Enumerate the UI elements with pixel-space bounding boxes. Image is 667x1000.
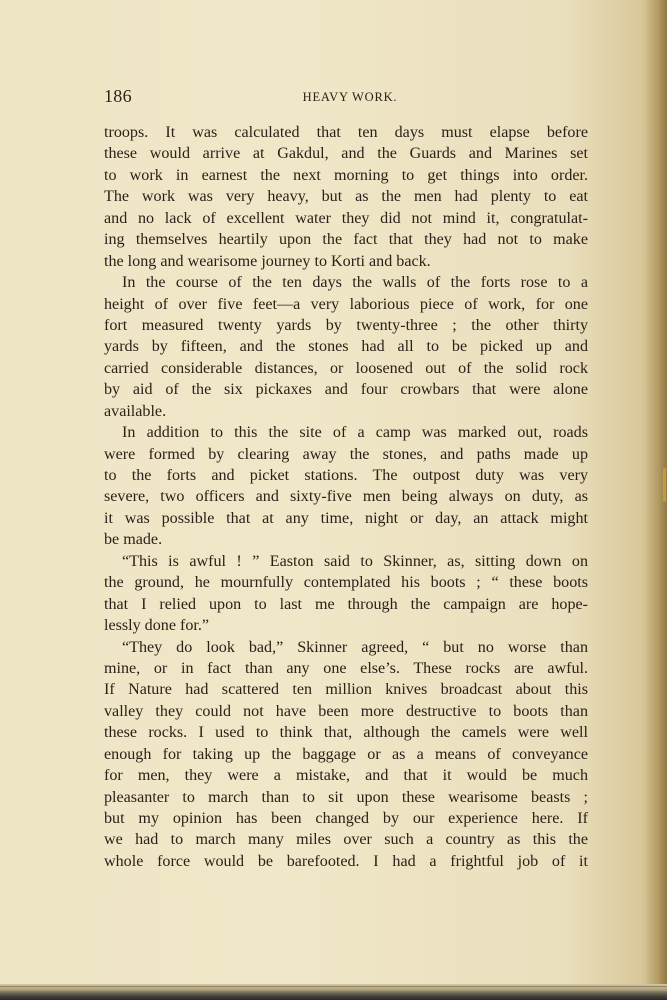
text-line: it was possible that at any time, night or day, an attack might [104, 509, 588, 527]
text-line: these rocks. I used to think that, although the camels were well [104, 724, 588, 742]
text-line: pleasanter to march than to sit upon these wearisome beasts ; [104, 788, 588, 806]
page-edge-mark [663, 468, 666, 502]
text-line: for men, they were a mistake, and that it would be much [104, 767, 588, 785]
text-line: that I relied upon to last me through the campaign are hope- [104, 595, 588, 613]
text-line: “This is awful ! ” Easton said to Skinner, as, sitting down on [122, 552, 588, 570]
text-line: “They do look bad,” Skinner agreed, “ but no worse than [122, 638, 588, 656]
text-line: whole force would be barefooted. I had a frightful job of it [104, 852, 588, 870]
text-line: mine, or in fact than any one else’s. These rocks are awful. [104, 659, 588, 677]
text-line: fort measured twenty yards by twenty-three ; the other thirty [104, 316, 588, 334]
text-line: troops. It was calculated that ten days must elapse before [104, 124, 588, 141]
text-line: by aid of the six pickaxes and four crowbars that were alone [104, 381, 588, 399]
text-line: these would arrive at Gakdul, and the Guards and Marines set [104, 145, 588, 163]
text-line: available. [104, 402, 167, 420]
text-line: be made. [104, 531, 163, 549]
text-line: were formed by clearing away the stones, and paths made up [104, 445, 588, 463]
page-number: 186 [104, 86, 132, 106]
text-line: to work in earnest the next morning to get things into order. [104, 166, 588, 184]
running-title: HEAVY WORK. [302, 90, 398, 104]
text-line: The work was very heavy, but as the men had plenty to eat [104, 188, 588, 206]
text-line: In addition to this the site of a camp was marked out, roads [122, 424, 588, 442]
text-line: to the forts and picket stations. The outpost duty was very [104, 467, 588, 484]
text-line: valley they could not have been more destructive to boots than [104, 702, 588, 720]
text-line: lessly done for.” [104, 617, 210, 635]
text-line: severe, two officers and sixty-five men being always on duty, as [104, 488, 588, 506]
text-line: enough for taking up the baggage or as a means of conveyance [104, 745, 588, 763]
text-line: we had to march many miles over such a country as this the [104, 831, 588, 849]
text-line: In the course of the ten days the walls of the forts rose to a [122, 274, 588, 292]
text-line: the ground, he mournfully contemplated his boots ; “ these boots [104, 574, 588, 592]
running-header [104, 86, 588, 110]
text-line: If Nature had scattered ten million knives broadcast about this [104, 681, 588, 699]
text-line: and no lack of excellent water they did not mind it, congratulat- [104, 209, 588, 227]
body-text [104, 122, 588, 872]
text-line: yards by fifteen, and the stones had all to be picked up and [104, 338, 588, 356]
text-line: carried considerable distances, or loosened out of the solid rock [104, 359, 588, 377]
page-bottom-edge [0, 984, 667, 1000]
text-line: height of over five feet—a very laborious piece of work, for one [104, 295, 588, 313]
text-line: ing themselves heartily upon the fact that they had not to make [104, 231, 588, 249]
text-line: the long and wearisome journey to Korti and back. [104, 252, 431, 270]
text-line: but my opinion has been changed by our experience here. If [104, 810, 588, 827]
